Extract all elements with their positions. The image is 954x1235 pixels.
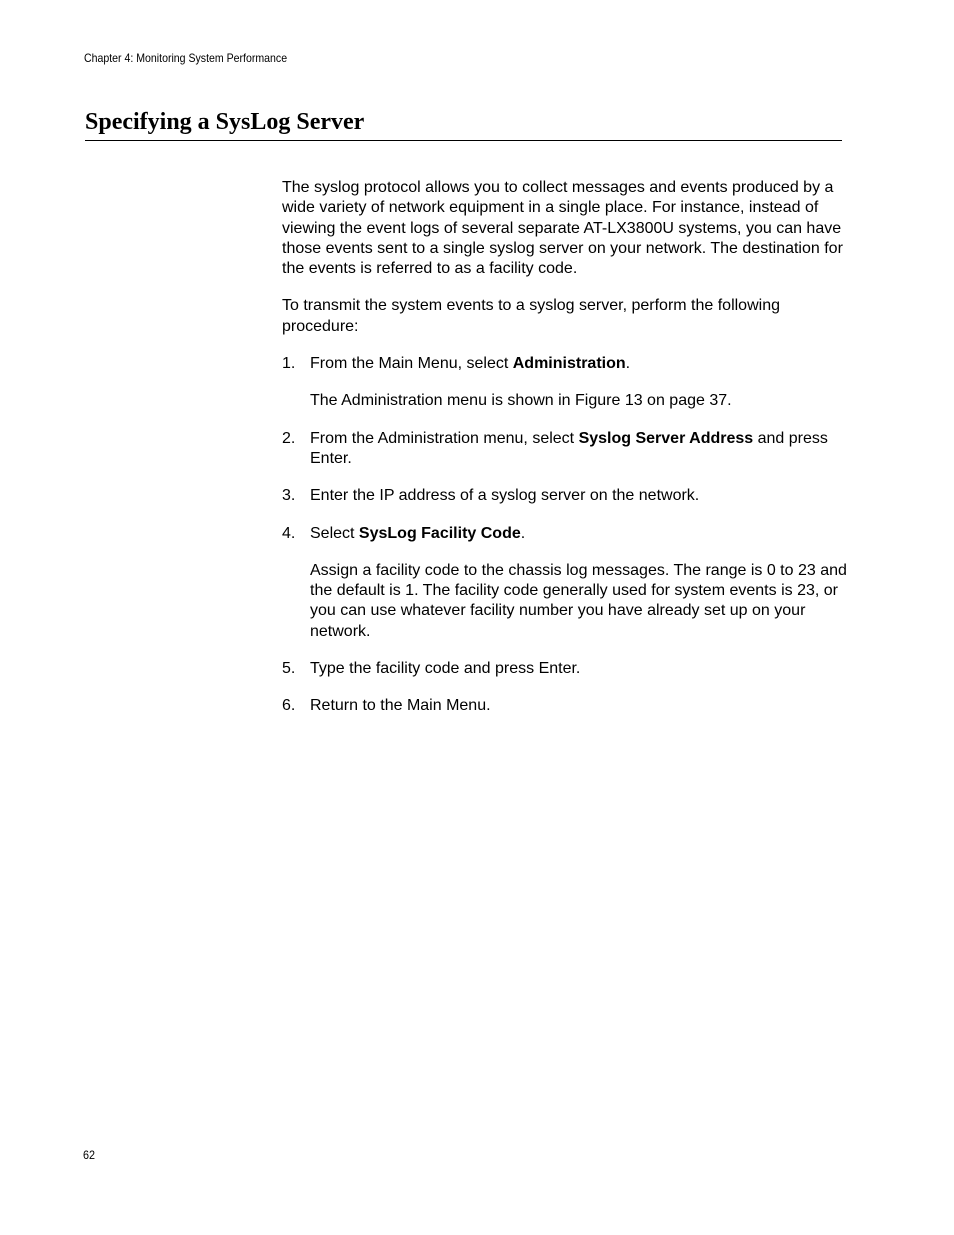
step-note: The Administration menu is shown in Figure 13 on page 37.: [310, 392, 732, 410]
menu-option: Administration: [512, 355, 626, 373]
step-number: 1.: [282, 355, 296, 373]
procedure-step: [282, 429, 852, 470]
step-note: Assign a facility code to the chassis log messages. The range is 0 to 23 and the default is 1. The facility code generally used for system events is 23, or you can use whatever facility number you have already set up on your network.: [310, 561, 847, 640]
intro-paragraph: To transmit the system events to a syslog server, perform the following procedure:: [282, 297, 780, 335]
section-title: Specifying a SysLog Server: [85, 109, 365, 135]
procedure-step: [282, 524, 852, 642]
procedure-step: [282, 659, 852, 679]
running-head: Chapter 4: Monitoring System Performance: [84, 51, 288, 65]
step-text: Return to the Main Menu.: [310, 697, 491, 715]
menu-option: SysLog Facility Code: [358, 524, 521, 542]
step-text: From the Main Menu, select Administration.: [310, 355, 631, 373]
intro-paragraph: The syslog protocol allows you to collect messages and events produced by a wide variety of network equipment in a single place. For instance, instead of viewing the event logs of several separate AT-LX3800U systems, you can have those events sent to a single syslog server on your network. The destination for the events is referred to as a facility code.: [282, 179, 843, 278]
step-text: From the Administration menu, select Syslog Server Address and press Enter.: [310, 429, 828, 467]
step-number: 6.: [282, 697, 296, 715]
step-number: 3.: [282, 487, 296, 505]
menu-option: Syslog Server Address: [578, 429, 754, 447]
step-text: Enter the IP address of a syslog server on the network.: [310, 487, 700, 505]
page-number: 62: [83, 1148, 96, 1162]
step-number: 2.: [282, 429, 296, 447]
title-rule: [85, 140, 842, 141]
step-number: 5.: [282, 660, 296, 678]
step-number: 4.: [282, 524, 296, 542]
body-text: [282, 178, 852, 734]
procedure-step: [282, 696, 852, 716]
step-text: Type the facility code and press Enter.: [310, 660, 581, 678]
step-text: Select SysLog Facility Code.: [310, 524, 526, 542]
procedure-step: [282, 354, 852, 412]
procedure-step: [282, 486, 852, 506]
procedure-steps: [282, 354, 852, 717]
